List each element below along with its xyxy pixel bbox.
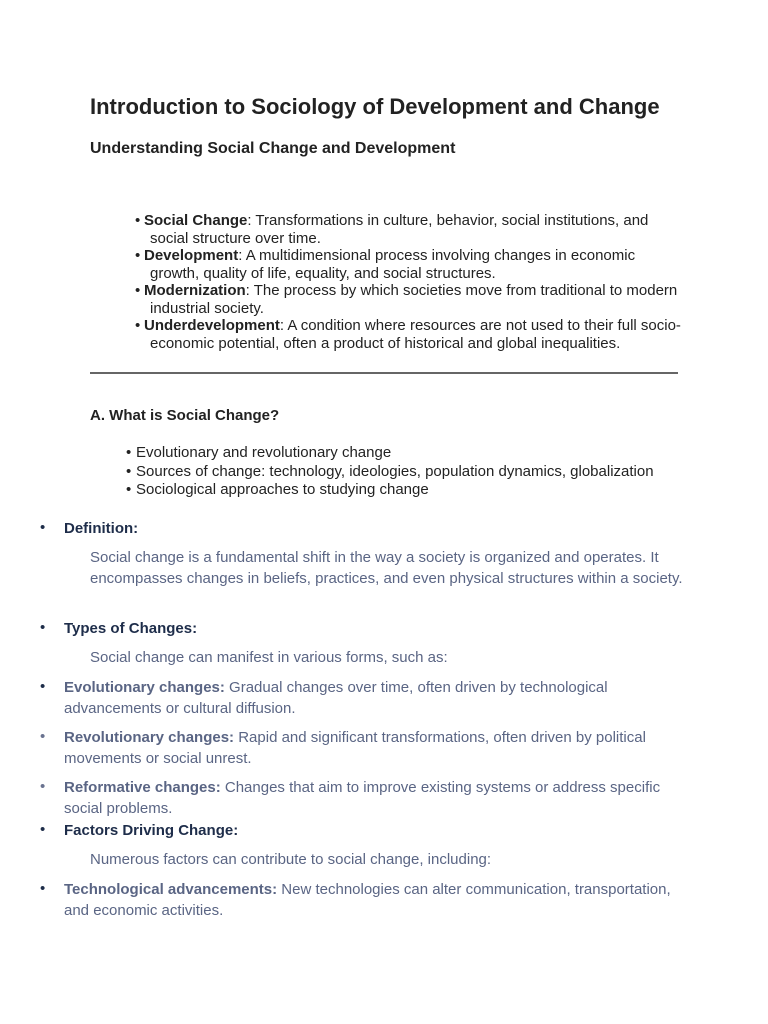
definitions-list (126, 212, 686, 352)
bullet: • (40, 778, 46, 795)
definition-item (126, 247, 686, 282)
type-term: Reformative changes: (64, 779, 221, 796)
type-text: Gradual changes over time, often driven by technological advancements or cultural diffusion. (64, 679, 608, 717)
definition-item (126, 282, 686, 317)
type-revolutionary (64, 727, 684, 769)
definition-item (126, 212, 686, 247)
section-divider (90, 372, 678, 374)
definition-item (126, 317, 686, 352)
factor-text: New technologies can alter communication, transportation, and economic activities. (64, 881, 671, 919)
factors-intro: Numerous factors can contribute to social change, including: (90, 851, 492, 868)
page-subtitle: Understanding Social Change and Development (90, 140, 456, 157)
bullet: • (40, 678, 46, 695)
definition-text: : Transformations in culture, behavior, social institutions, and social structure over time. (150, 212, 649, 247)
type-text: Rapid and significant transformations, often driven by political movements or social unrest. (64, 729, 646, 767)
type-evolutionary (64, 677, 684, 719)
bullet: • (40, 728, 46, 745)
page-title: Introduction to Sociology of Development and Change (90, 94, 660, 119)
definition-text: : A condition where resources are not used to their full socio-economic potential, often a product of historical and global inequalities. (150, 317, 681, 352)
types-heading: Types of Changes: (64, 620, 198, 637)
factor-technological (64, 879, 684, 921)
type-text: Changes that aim to improve existing systems or address specific social problems. (64, 779, 661, 817)
definition-term: Social Change (144, 212, 248, 229)
definition-text: : The process by which societies move from traditional to modern industrial society. (150, 282, 678, 317)
factors-heading: Factors Driving Change: (64, 822, 239, 839)
type-term: Revolutionary changes: (64, 729, 235, 746)
definition-term: Underdevelopment (144, 317, 280, 334)
definition-text: : A multidimensional process involving changes in economic growth, quality of life, equality, and social structures. (150, 247, 636, 282)
bullet: • (40, 821, 46, 838)
definition-term: Modernization (144, 282, 246, 299)
section-a-heading: A. What is Social Change? (90, 407, 280, 424)
section-a-topics (126, 444, 706, 500)
bullet: • (40, 880, 46, 897)
definition-paragraph: Social change is a fundamental shift in the way a society is organized and operates. It encompasses changes in beliefs, practices, and even physical structures within a society. (90, 549, 683, 587)
type-reformative (64, 777, 684, 819)
topic-item: • Sociological approaches to studying change (126, 481, 706, 500)
bullet: • (40, 519, 46, 536)
topic-item: • Evolutionary and revolutionary change (126, 444, 706, 463)
types-intro: Social change can manifest in various forms, such as: (90, 649, 448, 666)
definition-heading: Definition: (64, 520, 139, 537)
bullet: • (40, 619, 46, 636)
definition-term: Development (144, 247, 239, 264)
factor-term: Technological advancements: (64, 881, 278, 898)
topic-item: • Sources of change: technology, ideologies, population dynamics, globalization (126, 463, 706, 482)
type-term: Evolutionary changes: (64, 679, 225, 696)
